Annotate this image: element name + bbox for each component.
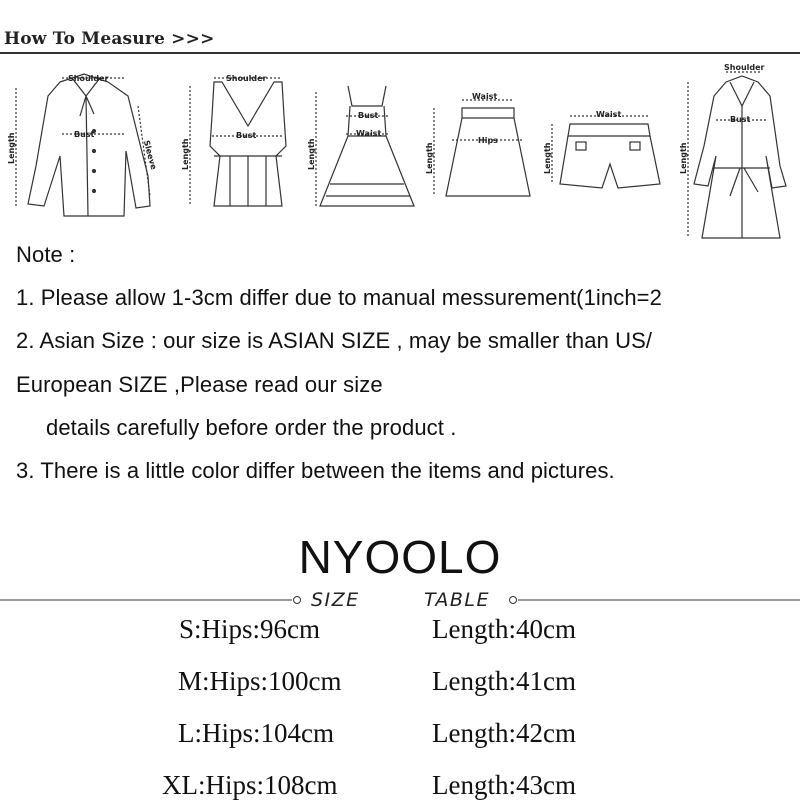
svg-text:Bust: Bust: [358, 111, 379, 120]
note-line-4: details carefully before order the product .: [46, 415, 457, 440]
svg-text:Shoulder: Shoulder: [226, 74, 267, 83]
svg-text:Sleeve: Sleeve: [141, 139, 159, 171]
skirt-icon: [425, 92, 530, 196]
svg-text:Hips: Hips: [478, 136, 498, 145]
header-divider: [0, 52, 800, 54]
svg-text:Waist: Waist: [596, 110, 622, 119]
coat-icon: [679, 63, 786, 238]
svg-text:Length: Length: [7, 132, 16, 164]
dress-icon: [307, 86, 414, 206]
size-row-m-hips: M:Hips:100cm: [178, 666, 342, 696]
svg-text:Waist: Waist: [356, 129, 382, 138]
svg-text:Length: Length: [425, 142, 434, 174]
table-word: TABLE: [424, 589, 490, 611]
how-to-measure-title: How To Measure >>>: [4, 29, 215, 49]
note-line-5: 3. There is a little color differ between the items and pictures.: [16, 458, 615, 483]
note-line-1: 1. Please allow 1-3cm differ due to manual messurement(1inch=2: [16, 285, 662, 310]
size-row-l-hips: L:Hips:104cm: [178, 718, 334, 748]
note-line-3: European SIZE ,Please read our size: [16, 372, 383, 397]
size-row-m-length: Length:41cm: [432, 666, 576, 696]
svg-text:Bust: Bust: [730, 115, 751, 124]
size-row-l-length: Length:42cm: [432, 718, 576, 748]
garment-illustrations: [0, 56, 800, 246]
blouse-icon: [7, 74, 158, 216]
size-row-xl-hips: XL:Hips:108cm: [162, 770, 338, 800]
size-row-s-length: Length:40cm: [432, 614, 576, 644]
svg-text:Length: Length: [679, 142, 688, 174]
svg-text:Length: Length: [307, 138, 316, 170]
shorts-icon: [543, 110, 660, 188]
size-row-s-hips: S:Hips:96cm: [179, 614, 321, 644]
size-row-xl-length: Length:43cm: [432, 770, 576, 800]
svg-text:Length: Length: [181, 138, 190, 170]
svg-text:Bust: Bust: [74, 130, 95, 139]
svg-text:Length: Length: [543, 142, 552, 174]
size-word: SIZE: [311, 589, 360, 611]
brand-name: NYOOLO: [298, 531, 502, 583]
svg-text:Shoulder: Shoulder: [68, 74, 109, 83]
note-heading: Note :: [16, 242, 76, 267]
size-table-divider: [0, 588, 800, 612]
svg-text:Shoulder: Shoulder: [724, 63, 765, 72]
note-line-2: 2. Asian Size : our size is ASIAN SIZE , may be smaller than US/: [16, 328, 653, 353]
tank-top-icon: [181, 74, 286, 206]
svg-text:Waist: Waist: [472, 92, 498, 101]
svg-text:Bust: Bust: [236, 131, 257, 140]
